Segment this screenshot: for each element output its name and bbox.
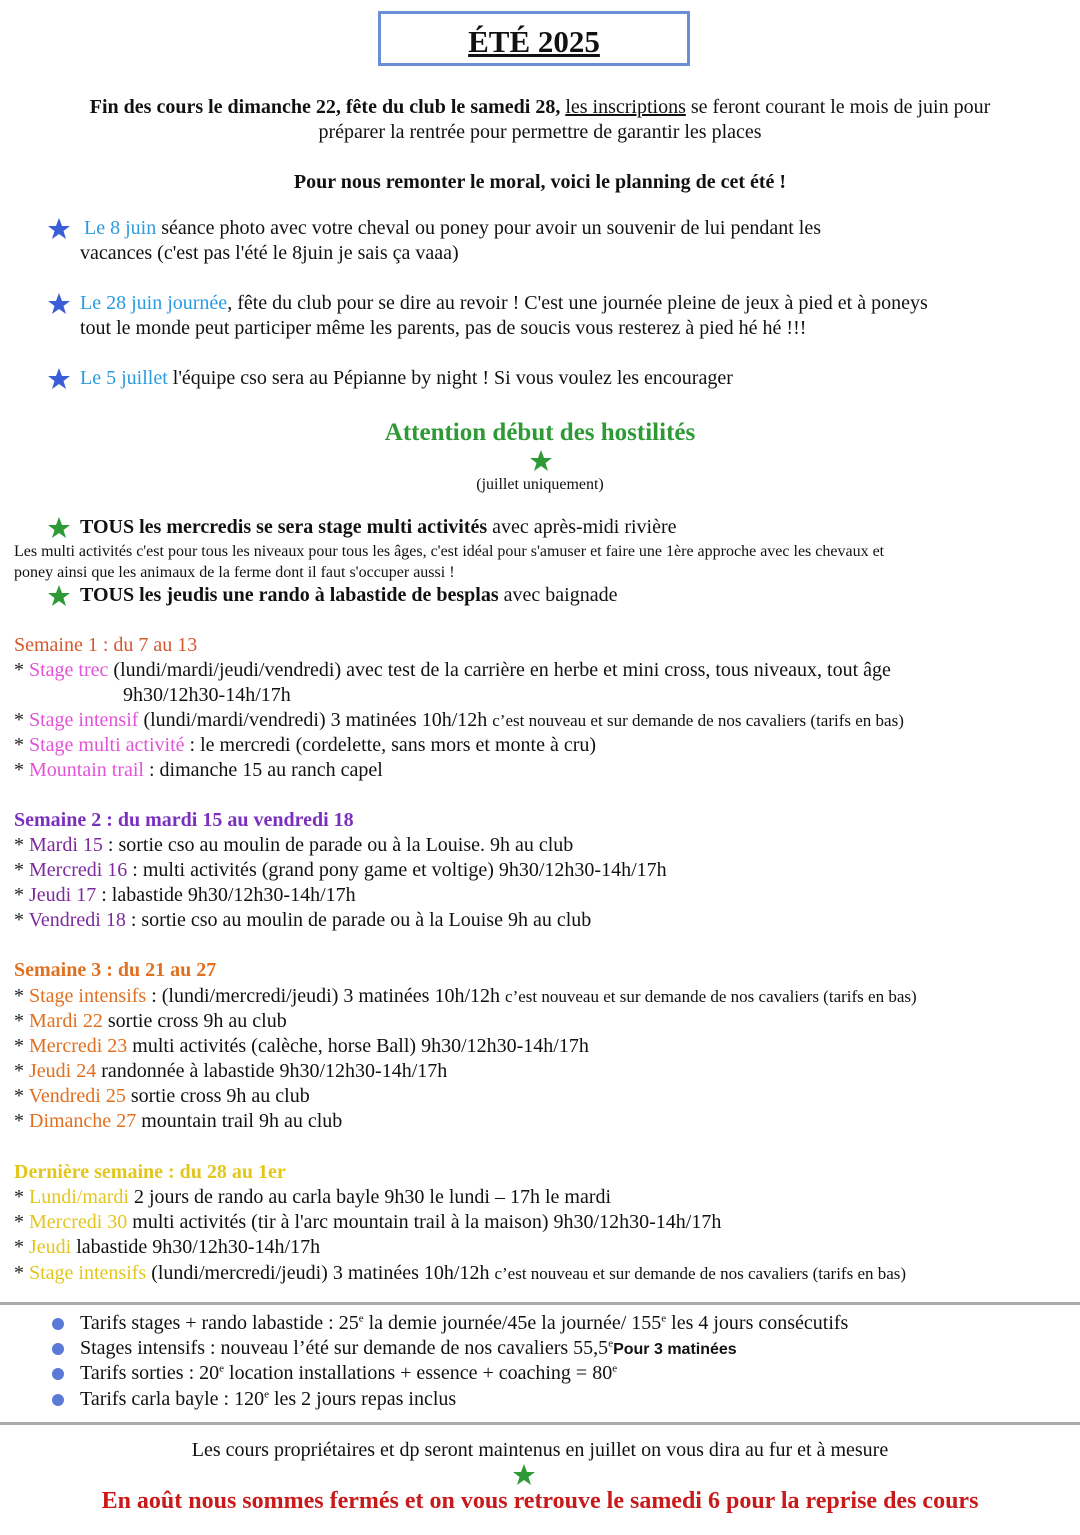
tarif-sup: e bbox=[612, 1362, 618, 1375]
item-label: Stage intensifs bbox=[29, 985, 147, 1007]
tarif-sup: e bbox=[219, 1362, 225, 1375]
item-label: Jeudi 24 bbox=[29, 1060, 97, 1082]
bullet-asterisk: * bbox=[14, 1110, 24, 1132]
thursday-rest: avec baignade bbox=[498, 584, 618, 606]
bullet-asterisk: * bbox=[14, 1236, 24, 1258]
item-text: mountain trail 9h au club bbox=[136, 1110, 343, 1132]
tarif-sup: e bbox=[661, 1312, 667, 1325]
event-2-date: Le 28 juin journée bbox=[80, 292, 228, 314]
list-item bbox=[14, 834, 573, 857]
item-text: randonnée à labastide 9h30/12h30-14h/17h bbox=[96, 1060, 448, 1082]
tarif-text: Tarifs carla bayle : 120 bbox=[80, 1388, 265, 1410]
list-item bbox=[14, 884, 356, 907]
bullet-asterisk: * bbox=[14, 859, 24, 881]
multi-desc-2: poney ainsi que les animaux de la ferme dont il faut s'occuper aussi ! bbox=[14, 564, 455, 581]
tarif-1 bbox=[80, 1312, 848, 1335]
bullet-asterisk: * bbox=[14, 1010, 24, 1032]
tarif-text: Tarifs sorties : 20 bbox=[80, 1362, 220, 1384]
thursday-bold: TOUS les jeudis une rando à labastide de besplas bbox=[80, 584, 499, 606]
intro-line-1 bbox=[0, 96, 1080, 119]
wednesday-line bbox=[80, 516, 677, 539]
list-item bbox=[14, 985, 917, 1008]
bullet-dot-icon bbox=[52, 1394, 64, 1406]
bullet-asterisk: * bbox=[14, 734, 24, 756]
item-label: Jeudi 17 bbox=[29, 884, 97, 906]
week-3-heading: Semaine 3 : du 21 au 27 bbox=[14, 959, 217, 981]
list-item bbox=[14, 1060, 447, 1083]
footer-line: Les cours propriétaires et dp seront maintenus en juillet on vous dira au fur et à mesure bbox=[191, 1439, 889, 1461]
wednesday-bold: TOUS les mercredis se sera stage multi activités bbox=[80, 516, 488, 538]
intro-text-b: se feront courant le mois de juin pour bbox=[685, 96, 991, 118]
bullet-dot-icon bbox=[52, 1343, 64, 1355]
star-icon bbox=[47, 292, 71, 316]
tarif-text: la demie journée/45e la journée/ 155 bbox=[363, 1312, 662, 1334]
tarif-text: les 2 jours repas inclus bbox=[268, 1388, 457, 1410]
multi-desc-1: Les multi activités c'est pour tous les niveaux pour tous les âges, c'est idéal pour s'amuser et faire une 1ère approche avec les chevaux et bbox=[14, 543, 885, 560]
item-text: sortie cross 9h au club bbox=[125, 1085, 310, 1107]
tarif-sup: e bbox=[358, 1312, 364, 1325]
inscriptions-link[interactable]: les inscriptions bbox=[565, 96, 686, 118]
bullet-asterisk: * bbox=[14, 709, 24, 731]
week-1-heading: Semaine 1 : du 7 au 13 bbox=[14, 634, 198, 656]
list-item bbox=[14, 734, 596, 757]
item-label: Mercredi 30 bbox=[29, 1211, 128, 1233]
july-note: (juillet uniquement) bbox=[476, 476, 604, 493]
list-item bbox=[14, 659, 891, 682]
item-label: Mercredi 16 bbox=[29, 859, 128, 881]
list-item bbox=[14, 1262, 906, 1285]
item-label: Mountain trail bbox=[29, 759, 144, 781]
bullet-asterisk: * bbox=[14, 909, 24, 931]
item-text: : sortie cso au moulin de parade ou à la Louise 9h au club bbox=[125, 909, 592, 931]
item-text: (lundi/mardi/vendredi) 3 matinées 10h/12h bbox=[138, 709, 493, 731]
subtitle: Pour nous remonter le moral, voici le planning de cet été ! bbox=[293, 171, 787, 193]
star-icon bbox=[47, 217, 71, 241]
star-icon bbox=[47, 584, 71, 608]
item-label: Lundi/mardi bbox=[29, 1186, 129, 1208]
item-text: : le mercredi (cordelette, sans mors et monte à cru) bbox=[184, 734, 597, 756]
item-text: sortie cross 9h au club bbox=[102, 1010, 287, 1032]
item-text: (lundi/mardi/jeudi/vendredi) avec test de la carrière en herbe et mini cross, tous niveaux, tout âge bbox=[108, 659, 891, 681]
item-label: Mercredi 23 bbox=[29, 1035, 128, 1057]
thursday-line bbox=[80, 584, 617, 607]
item-label: Jeudi bbox=[29, 1236, 72, 1258]
list-item bbox=[14, 1010, 287, 1033]
bullet-asterisk: * bbox=[14, 1060, 24, 1082]
list-item bbox=[14, 1236, 320, 1259]
bullet-asterisk: * bbox=[14, 834, 24, 856]
item-text: multi activités (tir à l'arc mountain trail à la maison) 9h30/12h30-14h/17h bbox=[127, 1211, 722, 1233]
bullet-asterisk: * bbox=[14, 1085, 24, 1107]
list-item bbox=[14, 1211, 721, 1234]
item-label: Mardi 22 bbox=[29, 1010, 103, 1032]
bullet-asterisk: * bbox=[14, 1262, 24, 1284]
title-box bbox=[378, 11, 690, 66]
item-text: 2 jours de rando au carla bayle 9h30 le lundi – 17h le mardi bbox=[128, 1186, 612, 1208]
event-3-line-1 bbox=[80, 367, 733, 390]
item-label: Vendredi 25 bbox=[28, 1085, 126, 1107]
tarif-note: Pour 3 matinées bbox=[613, 1341, 737, 1358]
page-title: ÉTÉ 2025 bbox=[468, 24, 600, 59]
item-small: c’est nouveau et sur demande de nos cavaliers (tarifs en bas) bbox=[492, 711, 904, 730]
item-label: Stage intensifs bbox=[29, 1262, 147, 1284]
item-label: Stage intensif bbox=[29, 709, 139, 731]
bullet-asterisk: * bbox=[14, 1035, 24, 1057]
item-label: Dimanche 27 bbox=[29, 1110, 137, 1132]
intro-text-a: Fin des cours le dimanche 22, fête du club le samedi 28, bbox=[89, 96, 566, 118]
item-label: Mardi 15 bbox=[29, 834, 103, 856]
tarif-text: Stages intensifs : nouveau l’été sur demande de nos cavaliers 55,5 bbox=[80, 1337, 609, 1359]
event-3-date: Le 5 juillet bbox=[80, 367, 168, 389]
item-text: labastide 9h30/12h30-14h/17h bbox=[71, 1236, 321, 1258]
list-item bbox=[14, 909, 591, 932]
attention-heading: Attention début des hostilités bbox=[384, 419, 696, 446]
star-icon bbox=[512, 1463, 536, 1487]
item-text: : (lundi/mercredi/jeudi) 3 matinées 10h/12h bbox=[146, 985, 506, 1007]
item-text: : dimanche 15 au ranch capel bbox=[143, 759, 383, 781]
item-text: : labastide 9h30/12h30-14h/17h bbox=[96, 884, 356, 906]
event-2-line-1 bbox=[80, 292, 928, 315]
bullet-asterisk: * bbox=[14, 1211, 24, 1233]
event-1-text: séance photo avec votre cheval ou poney pour avoir un souvenir de lui pendant les bbox=[156, 217, 822, 239]
item-text: (lundi/mercredi/jeudi) 3 matinées 10h/12h bbox=[146, 1262, 495, 1284]
item-label: Vendredi 18 bbox=[28, 909, 126, 931]
event-1-line-1 bbox=[84, 217, 821, 240]
item-text: : multi activités (grand pony game et voltige) 9h30/12h30-14h/17h bbox=[127, 859, 667, 881]
list-item bbox=[14, 1110, 342, 1133]
star-icon bbox=[47, 516, 71, 540]
intro-line-2: préparer la rentrée pour permettre de garantir les places bbox=[318, 121, 762, 143]
tarif-4 bbox=[80, 1388, 456, 1411]
list-item bbox=[14, 759, 383, 782]
bullet-dot-icon bbox=[52, 1368, 64, 1380]
event-2-text: , fête du club pour se dire au revoir ! C'est une journée pleine de jeux à pied et à poneys bbox=[227, 292, 928, 314]
item-text: multi activités (calèche, horse Ball) 9h30/12h30-14h/17h bbox=[127, 1035, 589, 1057]
star-icon bbox=[47, 367, 71, 391]
list-item bbox=[14, 1085, 310, 1108]
list-item bbox=[14, 709, 904, 732]
list-item bbox=[14, 859, 667, 882]
bullet-asterisk: * bbox=[14, 1186, 24, 1208]
tarif-sup: e bbox=[608, 1337, 614, 1350]
bullet-asterisk: * bbox=[14, 884, 24, 906]
bullet-asterisk: * bbox=[14, 985, 24, 1007]
bullet-dot-icon bbox=[52, 1318, 64, 1330]
list-item-cont: 9h30/12h30-14h/17h bbox=[123, 684, 291, 706]
tarif-3 bbox=[80, 1362, 617, 1385]
week-4-heading: Dernière semaine : du 28 au 1er bbox=[14, 1161, 286, 1183]
event-1-date: Le 8 juin bbox=[84, 217, 157, 239]
tarif-2 bbox=[80, 1337, 737, 1360]
list-item bbox=[14, 1186, 611, 1209]
wednesday-rest: avec après-midi rivière bbox=[487, 516, 677, 538]
tarif-text: Tarifs stages + rando labastide : 25 bbox=[80, 1312, 359, 1334]
star-icon bbox=[529, 449, 553, 473]
bullet-asterisk: * bbox=[14, 659, 24, 681]
tarif-text: location installations + essence + coaching = 80 bbox=[224, 1362, 613, 1384]
event-1-line-2: vacances (c'est pas l'été le 8juin je sais ça vaaa) bbox=[80, 242, 459, 264]
item-small: c’est nouveau et sur demande de nos cavaliers (tarifs en bas) bbox=[494, 1264, 907, 1283]
item-small: c’est nouveau et sur demande de nos cavaliers (tarifs en bas) bbox=[505, 987, 917, 1006]
item-text: : sortie cso au moulin de parade ou à la Louise. 9h au club bbox=[102, 834, 574, 856]
item-label: Stage multi activité bbox=[29, 734, 185, 756]
event-3-text: l'équipe cso sera au Pépianne by night ! Si vous voulez les encourager bbox=[167, 367, 733, 389]
divider bbox=[0, 1302, 1080, 1305]
closing-line: En août nous sommes fermés et on vous retrouve le samedi 6 pour la reprise des cours bbox=[101, 1488, 979, 1514]
event-2-line-2: tout le monde peut participer même les parents, pas de soucis vous resterez à pied hé hé !!! bbox=[80, 317, 807, 339]
divider bbox=[0, 1422, 1080, 1425]
week-2-heading: Semaine 2 : du mardi 15 au vendredi 18 bbox=[14, 809, 354, 831]
tarif-sup: e bbox=[264, 1388, 269, 1401]
bullet-asterisk: * bbox=[14, 759, 24, 781]
tarif-text: les 4 jours consécutifs bbox=[666, 1312, 849, 1334]
list-item bbox=[14, 1035, 589, 1058]
item-label: Stage trec bbox=[29, 659, 109, 681]
